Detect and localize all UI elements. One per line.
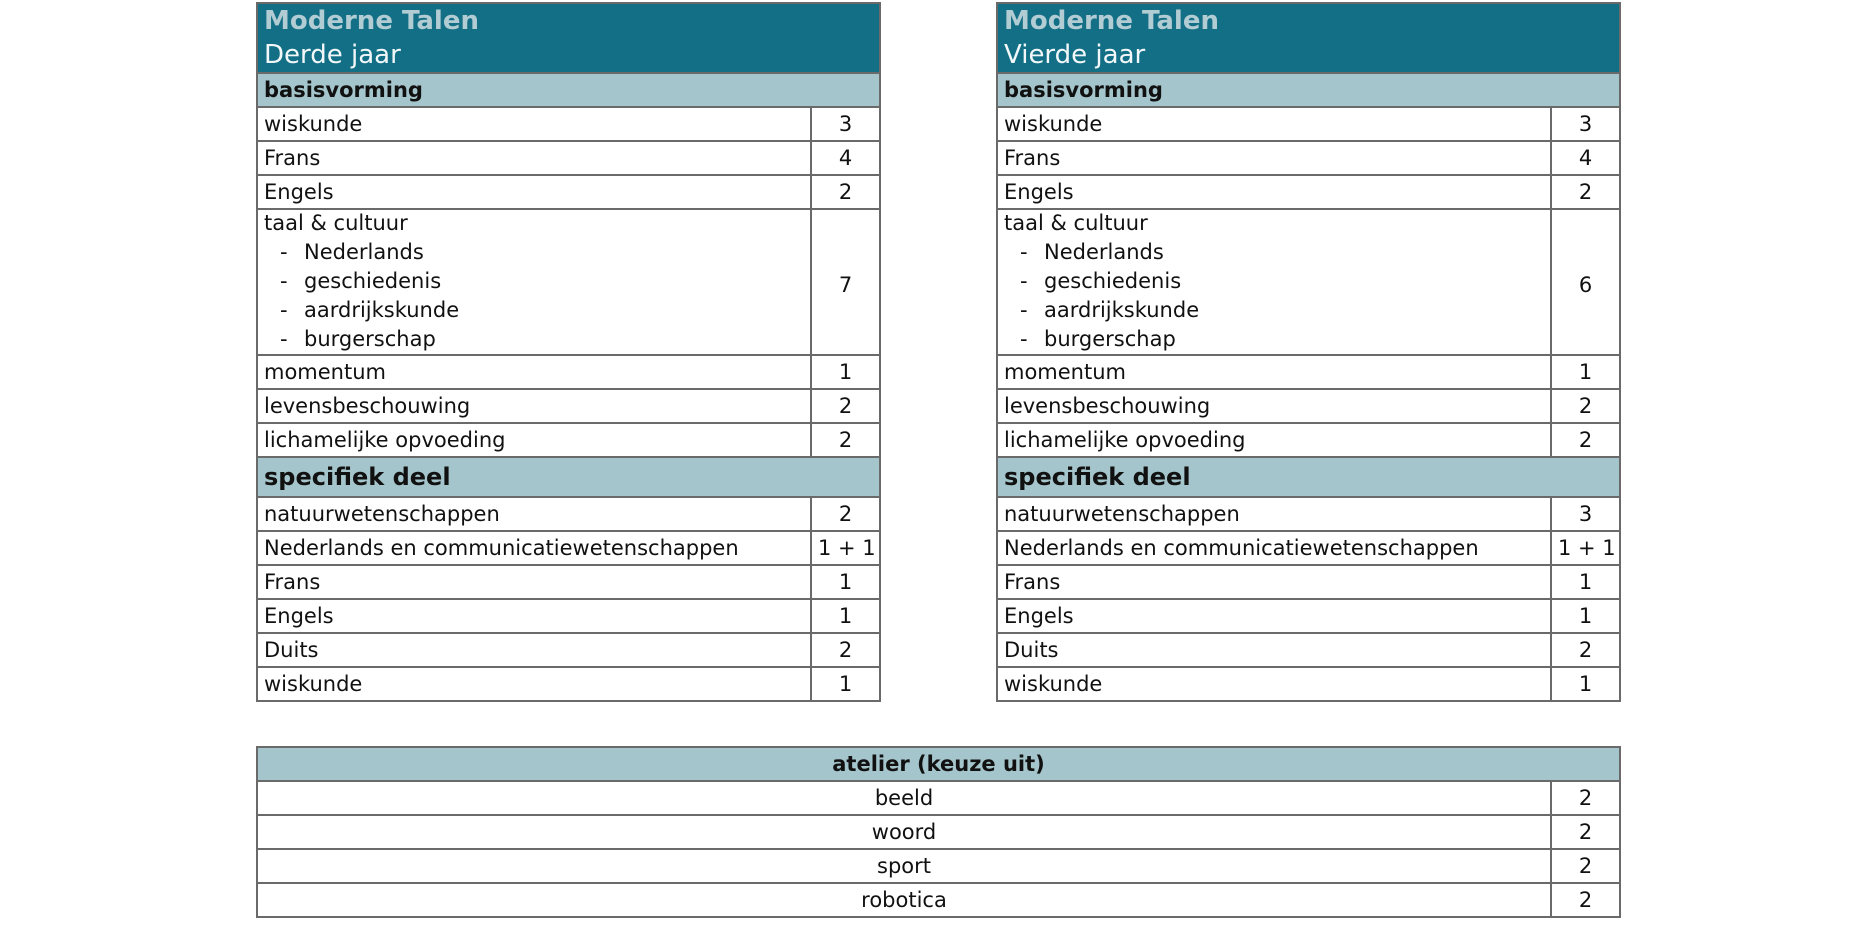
subject-cell-taal-cultuur [997, 209, 1551, 355]
table-row [257, 531, 880, 565]
hours-cell: 2 [1551, 633, 1620, 667]
sub-subject: geschiedenis [304, 269, 442, 293]
atelier-option: robotica [257, 883, 1551, 917]
hours-cell: 2 [1551, 781, 1620, 815]
hours-cell: 7 [811, 209, 880, 355]
subject-cell: levensbeschouwing [257, 389, 811, 423]
hours-cell: 2 [811, 389, 880, 423]
hours-cell: 1 [1551, 667, 1620, 701]
hours-cell: 2 [811, 497, 880, 531]
subject-cell: momentum [257, 355, 811, 389]
table-row [997, 497, 1620, 531]
hours-cell: 2 [1551, 815, 1620, 849]
table-row [997, 355, 1620, 389]
hours-cell: 3 [811, 107, 880, 141]
sub-subject-list [264, 238, 804, 354]
sub-subject: burgerschap [304, 327, 436, 351]
subject-cell-taal-cultuur [257, 209, 811, 355]
table-row [257, 141, 880, 175]
table-row [997, 599, 1620, 633]
hours-cell: 1 + 1 [1551, 531, 1620, 565]
table-row [257, 667, 880, 701]
sub-subject-list [1004, 238, 1544, 354]
subject-cell: lichamelijke opvoeding [257, 423, 811, 457]
hours-cell: 2 [1551, 389, 1620, 423]
subject-cell: Duits [997, 633, 1551, 667]
subject-cell: Nederlands en communicatiewetenschappen [997, 531, 1551, 565]
table-row [257, 599, 880, 633]
atelier-option: woord [257, 815, 1551, 849]
table-row [997, 633, 1620, 667]
section-row [257, 457, 880, 497]
section-row [997, 73, 1620, 107]
sub-subject: geschiedenis [1044, 269, 1182, 293]
table-row [257, 781, 1620, 815]
hours-cell: 2 [1551, 849, 1620, 883]
hours-cell: 2 [1551, 175, 1620, 209]
table-atelier [256, 746, 1621, 918]
atelier-title: atelier (keuze uit) [257, 747, 1620, 781]
subject-cell: Frans [257, 565, 811, 599]
subject-label: taal & cultuur [1004, 211, 1148, 235]
table-row [997, 389, 1620, 423]
subject-cell: Frans [257, 141, 811, 175]
section-row [997, 457, 1620, 497]
subject-cell: wiskunde [257, 667, 811, 701]
table-row [257, 849, 1620, 883]
table-row [257, 423, 880, 457]
hours-cell: 1 [811, 565, 880, 599]
sub-subject: burgerschap [1044, 327, 1176, 351]
section-specifiek-deel: specifiek deel [997, 457, 1620, 497]
section-basisvorming: basisvorming [257, 73, 880, 107]
table-title [997, 3, 1620, 73]
atelier-option: sport [257, 849, 1551, 883]
table-row [997, 175, 1620, 209]
table-vierde-jaar [996, 2, 1621, 702]
hours-cell: 2 [811, 175, 880, 209]
program-name: Moderne Talen [264, 6, 479, 36]
hours-cell: 1 [1551, 565, 1620, 599]
hours-cell: 4 [811, 141, 880, 175]
subject-cell: wiskunde [997, 107, 1551, 141]
section-row [257, 747, 1620, 781]
hours-cell: 1 [1551, 599, 1620, 633]
hours-cell: 1 + 1 [811, 531, 880, 565]
subject-cell: momentum [997, 355, 1551, 389]
table-row [257, 389, 880, 423]
subject-cell: Engels [997, 599, 1551, 633]
table-row [997, 531, 1620, 565]
subject-cell: Nederlands en communicatiewetenschappen [257, 531, 811, 565]
subject-cell: wiskunde [257, 107, 811, 141]
table-row [997, 107, 1620, 141]
hours-cell: 4 [1551, 141, 1620, 175]
title-row [257, 3, 880, 73]
table-derde-jaar [256, 2, 881, 702]
subject-cell: Frans [997, 141, 1551, 175]
table-row [997, 667, 1620, 701]
table-row [257, 815, 1620, 849]
table-row [997, 423, 1620, 457]
year-label: Vierde jaar [1004, 40, 1146, 70]
list-item: - Nederlands [1020, 240, 1164, 264]
subject-cell: Duits [257, 633, 811, 667]
subject-cell: Frans [997, 565, 1551, 599]
subject-cell: lichamelijke opvoeding [997, 423, 1551, 457]
list-item: - geschiedenis [1020, 269, 1182, 293]
sub-subject: aardrijkskunde [304, 298, 460, 322]
list-item: - aardrijkskunde [1020, 298, 1200, 322]
hours-cell: 2 [811, 633, 880, 667]
hours-cell: 2 [811, 423, 880, 457]
subject-cell: Engels [257, 175, 811, 209]
table-row [257, 497, 880, 531]
hours-cell: 1 [811, 599, 880, 633]
table-row [257, 107, 880, 141]
hours-cell: 2 [1551, 883, 1620, 917]
program-name: Moderne Talen [1004, 6, 1219, 36]
subject-cell: Engels [997, 175, 1551, 209]
title-row [997, 3, 1620, 73]
atelier-option: beeld [257, 781, 1551, 815]
hours-cell: 1 [1551, 355, 1620, 389]
section-basisvorming: basisvorming [997, 73, 1620, 107]
table-row [257, 565, 880, 599]
table-row [257, 883, 1620, 917]
table-row [257, 175, 880, 209]
sub-subject: Nederlands [1044, 240, 1164, 264]
year-label: Derde jaar [264, 40, 401, 70]
subject-cell: Engels [257, 599, 811, 633]
table-row [997, 141, 1620, 175]
list-item: - geschiedenis [280, 269, 442, 293]
hours-cell: 3 [1551, 107, 1620, 141]
subject-label: taal & cultuur [264, 211, 408, 235]
list-item: - burgerschap [280, 327, 436, 351]
subject-cell: natuurwetenschappen [997, 497, 1551, 531]
table-row [997, 209, 1620, 355]
subject-cell: natuurwetenschappen [257, 497, 811, 531]
table-row [257, 633, 880, 667]
section-specifiek-deel: specifiek deel [257, 457, 880, 497]
subject-cell: levensbeschouwing [997, 389, 1551, 423]
table-row [257, 355, 880, 389]
list-item: - Nederlands [280, 240, 424, 264]
sub-subject: Nederlands [304, 240, 424, 264]
sub-subject: aardrijkskunde [1044, 298, 1200, 322]
hours-cell: 6 [1551, 209, 1620, 355]
table-row [997, 565, 1620, 599]
list-item: - aardrijkskunde [280, 298, 460, 322]
hours-cell: 2 [1551, 423, 1620, 457]
section-row [257, 73, 880, 107]
subject-cell: wiskunde [997, 667, 1551, 701]
table-title [257, 3, 880, 73]
hours-cell: 3 [1551, 497, 1620, 531]
table-row [257, 209, 880, 355]
hours-cell: 1 [811, 667, 880, 701]
list-item: - burgerschap [1020, 327, 1176, 351]
hours-cell: 1 [811, 355, 880, 389]
